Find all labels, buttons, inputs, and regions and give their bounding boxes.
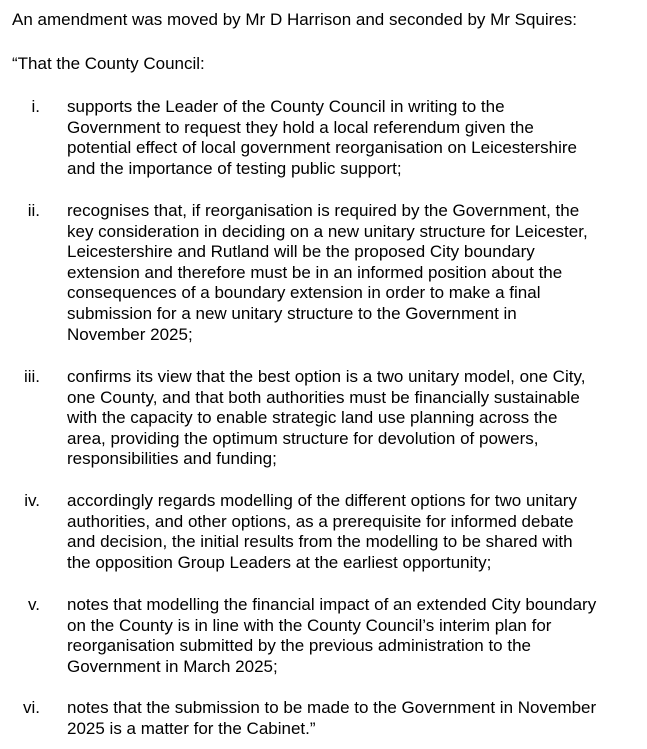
- text-line: and the importance of testing public support;: [67, 158, 402, 178]
- text-line: with the capacity to enable strategic land use planning across the: [67, 408, 558, 428]
- list-item-text: [67, 367, 642, 470]
- intro-paragraph: An amendment was moved by Mr D Harrison and seconded by Mr Squires:: [12, 10, 578, 29]
- text-line: recognises that, if reorganisation is required by the Government, the: [67, 201, 580, 220]
- text-line: supports the Leader of the County Council in writing to the: [67, 97, 505, 116]
- text-line: consequences of a boundary extension in order to make a final: [67, 283, 541, 303]
- text-line: submission for a new unitary structure to the Government in: [67, 303, 517, 323]
- text-line: extension and therefore must be in an informed position about the: [67, 262, 563, 282]
- text-line: notes that the submission to be made to the Government in November: [67, 698, 597, 717]
- text-line: responsibilities and funding;: [67, 449, 277, 469]
- list-item-text: [67, 201, 642, 345]
- list-item-text: [67, 97, 642, 179]
- list-numeral: vi.: [23, 698, 40, 717]
- list-numeral: ii.: [27, 201, 40, 220]
- text-line: the opposition Group Leaders at the earliest opportunity;: [67, 552, 492, 572]
- text-line: reorganisation submitted by the previous administration to the: [67, 636, 531, 656]
- text-line: potential effect of local government reorganisation on Leicestershire: [67, 138, 577, 158]
- text-line: one County, and that both authorities must be financially sustainable: [67, 387, 580, 407]
- text-line: key consideration in deciding on a new unitary structure for Leicester,: [67, 221, 588, 241]
- list-item-text: [67, 491, 642, 573]
- resolution-lead: “That the County Council:: [12, 54, 205, 73]
- list-item-text: [67, 595, 642, 677]
- text-line: accordingly regards modelling of the different options for two unitary: [67, 491, 577, 510]
- list-numeral: iv.: [24, 491, 40, 510]
- text-line: on the County is in line with the County Council’s interim plan for: [67, 615, 552, 635]
- text-line: and decision, the initial results from the modelling to be shared with: [67, 532, 573, 552]
- list-numeral: v.: [28, 595, 40, 614]
- text-line: November 2025;: [67, 324, 193, 344]
- text-line: area, providing the optimum structure for devolution of powers,: [67, 428, 539, 448]
- list-numeral: i.: [31, 97, 40, 116]
- text-line: notes that modelling the financial impact of an extended City boundary: [67, 595, 597, 614]
- list-numeral: iii.: [23, 367, 40, 386]
- list-item-text: [67, 698, 642, 739]
- text-line: Government to request they hold a local referendum given the: [67, 117, 534, 137]
- text-line: confirms its view that the best option is a two unitary model, one City,: [67, 367, 586, 386]
- text-line: authorities, and other options, as a prerequisite for informed debate: [67, 511, 574, 531]
- text-line: 2025 is a matter for the Cabinet.”: [67, 718, 316, 738]
- text-line: Leicestershire and Rutland will be the proposed City boundary: [67, 242, 535, 262]
- text-line: Government in March 2025;: [67, 656, 278, 676]
